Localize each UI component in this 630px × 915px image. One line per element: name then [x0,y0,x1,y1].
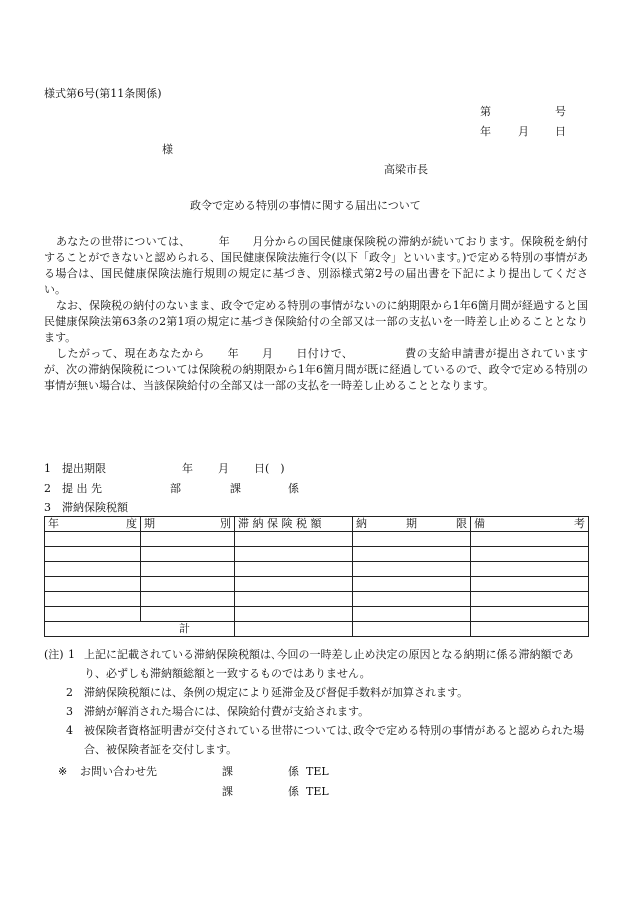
table-cell [471,547,589,562]
item-1-day: 日( ) [254,462,285,475]
note-text: 被保険者資格証明書が交付されている世帯については､政令で定める特別の事情があると認められた場合、被保険者証を交付します。 [84,724,585,756]
note-text: 滞納保険税額には、条例の規定により延滞金及び督促手数料が加算されます。 [84,686,469,699]
table-cell [471,592,589,607]
table-cell [353,547,471,562]
table-cell [45,607,141,622]
table-cell [141,577,235,592]
table-cell [471,622,589,637]
item-2-bu: 部 [170,482,181,495]
table-cell [141,547,235,562]
table-row [45,562,589,577]
table-cell [471,607,589,622]
table-cell [471,532,589,547]
table-cell [235,532,353,547]
item-3-number: 3 [44,501,51,514]
table-cell [141,532,235,547]
item-2-number: 2 [44,482,51,495]
item-3-label: 滞納保険税額 [62,501,128,514]
contact-ka: 課 [222,785,233,798]
note-number: 1 [68,648,75,661]
contact-tel: TEL [306,765,329,778]
body-paragraph-3: したがって、現在あなたから 年 月 日付けで、 費の支給申請書が提出されていますが、次の滞納保険税については保険税の納期限から1年6箇月間が既に経過しているので、政令で定める特別の事情が無い場合は、当該保険給付の全部又は一部の支払を一時差し止めることとなります。 [44,347,588,392]
sender: 高梁市長 [384,163,428,176]
table-cell [45,592,141,607]
contact-tel: TEL [306,785,329,798]
table-cell [353,622,471,637]
table-cell [235,592,353,607]
table-cell [141,562,235,577]
table-cell [141,607,235,622]
table-cell [45,562,141,577]
header-nendo: 年 度 [45,517,141,532]
table-cell [353,532,471,547]
date-month: 月 [518,125,529,138]
total-label: 計 [179,622,190,635]
table-row [45,532,589,547]
note-number: 2 [66,686,73,699]
total-label-cell [45,622,235,637]
note-item [44,702,592,721]
contact-mark: ※ [58,765,68,778]
arrears-table [44,516,589,637]
table-cell [235,607,353,622]
doc-number-dai: 第 [480,105,491,118]
addressee-suffix: 様 [162,143,173,156]
note-text: 滞納が解消された場合には、保険給付費が支給されます。 [84,705,370,718]
note-number: 3 [66,705,73,718]
table-row [45,577,589,592]
table-cell [353,562,471,577]
table-cell [45,577,141,592]
header-amount: 滞 納 保 険 税 額 [235,517,353,532]
item-1-label: 提出期限 [62,462,106,475]
note-item [44,721,592,759]
table-cell [353,577,471,592]
header-deadline: 納 期 限 [353,517,471,532]
date-year: 年 [480,125,491,138]
table-cell [235,547,353,562]
document-title: 政令で定める特別の事情に関する届出について [190,199,421,212]
header-remarks: 備 考 [471,517,589,532]
table-cell [353,607,471,622]
item-1-month: 月 [218,462,229,475]
table-row [45,607,589,622]
body-paragraph-2: なお、保険税の納付のないまま、政令で定める特別の事情がないのに納期限から1年6箇月間が経過すると国民健康保険法第63条の2第1項の規定に基づき保険給付の全部又は一部の支払いを一時差し止めることとなります。 [44,299,588,344]
form-id: 様式第6号(第11条関係) [44,87,162,100]
item-1-number: 1 [44,462,51,475]
contact-kakari: 係 [288,785,299,798]
table-total-row [45,622,589,637]
item-2-kakari: 係 [288,482,299,495]
table-header-row [45,517,589,532]
body-paragraph-1: あなたの世帯については、 年 月分からの国民健康保険税の滞納が続いております。保険税を納付することができないと認められる、国民健康保険法施行令(以下「政令」といいます。)で定める特別の事情がある場合は、国民健康保険法施行規則の規定に基づき、別添様式第2号の届出書を下記により提出してください。 [44,235,588,296]
contact-ka: 課 [222,765,233,778]
note-item [44,645,592,683]
table-cell [235,577,353,592]
note-text: 上記に記載されている滞納保険税額は､今回の一時差し止め決定の原因となる納期に係る滞納額であり、必ずしも滞納額総額と一致するものではありません。 [84,648,574,680]
doc-number-go: 号 [555,105,566,118]
notes-prefix: (注) [44,648,64,661]
date-day: 日 [555,125,566,138]
header-kibetsu: 期 別 [141,517,235,532]
table-cell [45,532,141,547]
table-cell [45,547,141,562]
note-item [44,683,592,702]
table-cell [235,562,353,577]
table-cell [235,622,353,637]
table-cell [471,577,589,592]
table-cell [353,592,471,607]
item-1-year: 年 [182,462,193,475]
table-row [45,592,589,607]
item-2-label: 提 出 先 [62,482,102,495]
contact-kakari: 係 [288,765,299,778]
item-2-ka: 課 [230,482,241,495]
note-number: 4 [66,724,73,737]
table-row [45,547,589,562]
table-cell [471,562,589,577]
contact-label: お問い合わせ先 [80,765,157,778]
table-cell [141,592,235,607]
